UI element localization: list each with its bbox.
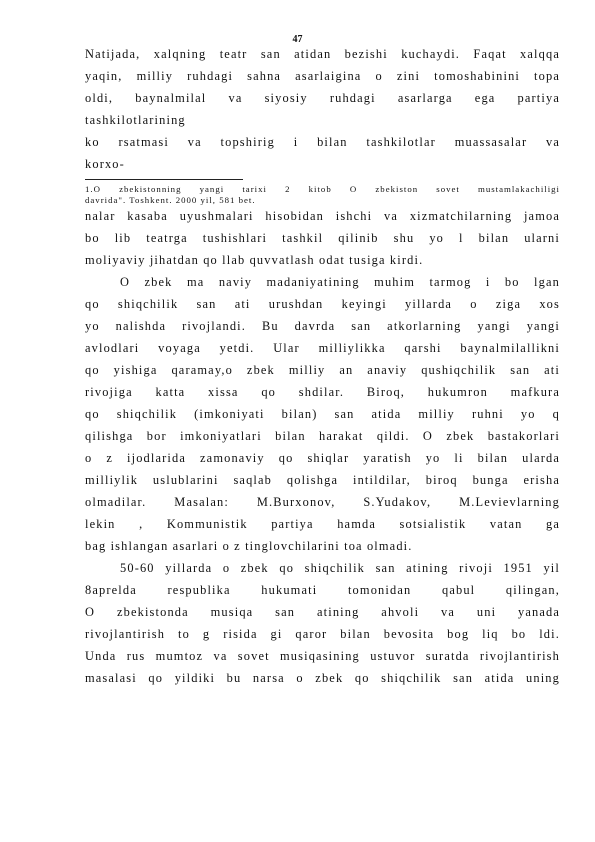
text-line: tashkilotlarining	[85, 113, 186, 127]
text-line: yaqin, milliy ruhdagi sahna asarlaigina o zini tomoshabinini topa	[85, 69, 560, 83]
text-line: 50-60 yillarda o zbek qo shiqchilik san atining rivoji 1951 yil	[120, 561, 560, 575]
text-line: oldi, baynalmilal va siyosiy ruhdagi asarlarga ega partiya	[85, 91, 560, 105]
text-line: O zbek ma naviy madaniyatining muhim tarmog i bo lgan	[120, 275, 560, 289]
text-line: ko rsatmasi va topshirig i bilan tashkilotlar muassasalar va	[85, 135, 560, 149]
text-line: nalar kasaba uyushmalari hisobidan ishchi va xizmatchilarning jamoa	[85, 209, 560, 223]
text-line: masalasi qo yildiki bu narsa o zbek qo shiqchilik san atida uning	[85, 671, 560, 685]
footnote-separator	[85, 179, 243, 180]
text-line: avlodlari voyaga yetdi. Ular milliylikka qarshi baynalmilallikni	[85, 341, 560, 355]
text-line: moliyaviy jihatdan qo llab quvvatlash odat tusiga kirdi.	[85, 253, 424, 267]
text-line: korxo-	[85, 157, 125, 171]
text-line: bo lib teatrga tushishlari tashkil qilinib shu yo l bilan ularni	[85, 231, 560, 245]
text-line: o z ijodlarida zamonaviy qo shiqlar yaratish yo li bilan ularda	[85, 451, 560, 465]
text-line: qo yishiga qaramay,o zbek milliy an anaviy qushiqchilik san ati	[85, 363, 560, 377]
text-line: 8aprelda respublika hukumati tomonidan qabul qilingan,	[85, 583, 560, 597]
text-line: O zbekistonda musiqa san atining ahvoli va uni yanada	[85, 605, 560, 619]
footnote-line: 1.O zbekistonning yangi tarixi 2 kitob O zbekiston sovet mustamlakachiligi	[85, 184, 560, 194]
text-line: rivojlantirish to g risida gi qaror bilan bevosita bog liq bo ldi.	[85, 627, 560, 641]
text-line: Natijada, xalqning teatr san atidan bezishi kuchaydi. Faqat xalqqa	[85, 47, 560, 61]
text-line: olmadilar. Masalan: M.Burxonov, S.Yudakov, M.Levievlarning	[85, 495, 560, 509]
text-line: qo shiqchilik (imkoniyati bilan) san atida milliy ruhni yo q	[85, 407, 560, 421]
text-line: bag ishlangan asarlari o z tinglovchilarini toa olmadi.	[85, 539, 413, 553]
text-line: qo shiqchilik san ati urushdan keyingi yillarda o ziga xos	[85, 297, 560, 311]
text-line: rivojiga katta xissa qo shdilar. Biroq, hukumron mafkura	[85, 385, 560, 399]
text-line: lekin , Kommunistik partiya hamda sotsialistik vatan ga	[85, 517, 560, 531]
footnote-line: davrida". Toshkent. 2000 yil, 581 bet.	[85, 195, 256, 205]
text-line: yo nalishda rivojlandi. Bu davrda san atkorlarning yangi yangi	[85, 319, 560, 333]
page-number: 47	[292, 34, 303, 45]
text-line: milliylik uslublarini saqlab qolishga intildilar, biroq bunga erisha	[85, 473, 560, 487]
text-line: qilishga bor imkoniyatlari bilan harakat qildi. O zbek bastakorlari	[85, 429, 560, 443]
text-line: Unda rus mumtoz va sovet musiqasining ustuvor suratda rivojlantirish	[85, 649, 560, 663]
